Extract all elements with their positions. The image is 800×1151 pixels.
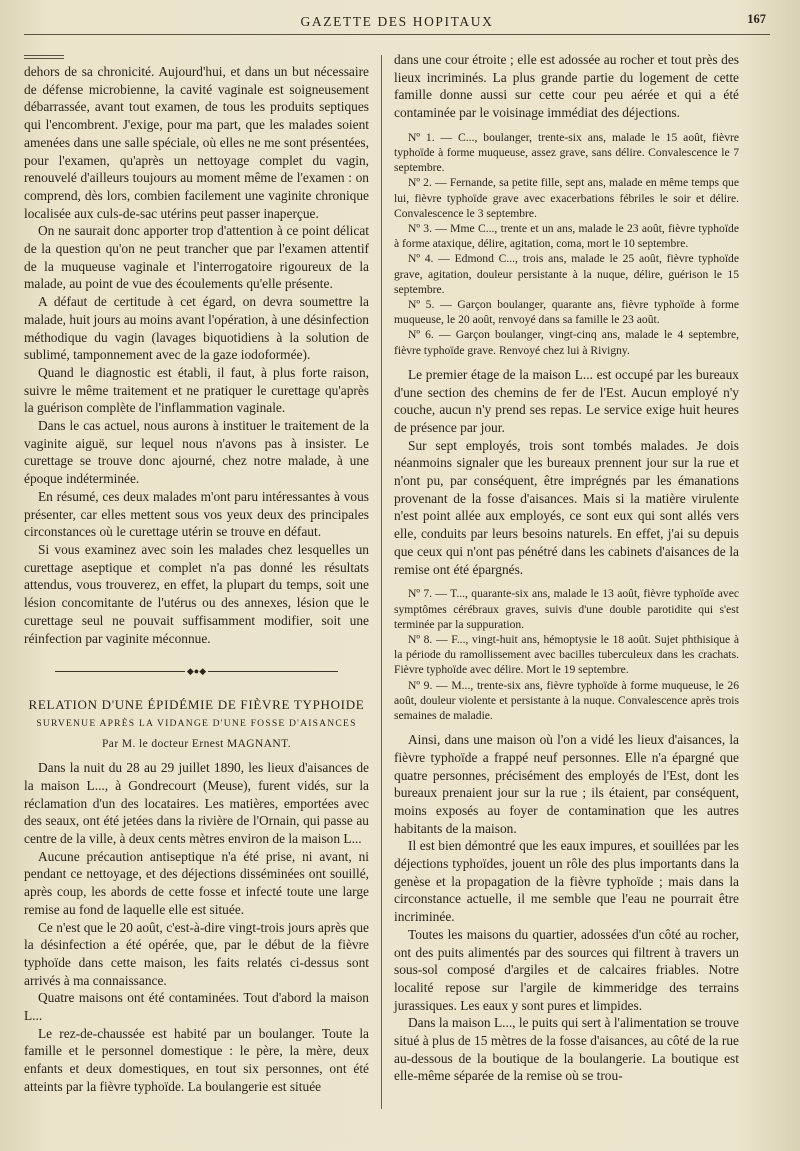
paragraph: dans une cour étroite ; elle est adossée au rocher et tout près des lieux incriminés. La plus grande partie du logement de cette famille donne aussi sur cette cour peu aérée et qui a été contaminée par le voisinage immédiat des déjections. (394, 52, 739, 121)
paragraph: Le premier étage de la maison L... est occupé par les bureaux d'une section des chemins de fer de l'Est. Aucun employé n'y couche, aucun n'y prend ses repas. Le service exige huit heures de présence par jour. (394, 366, 739, 435)
case-entry: Nº 3. — Mme C..., trente et un ans, malade le 23 août, fièvre typhoïde à forme ataxique, délire, agitation, coma, mort le 10 septembre. (394, 222, 739, 251)
case-entry: Nº 8. — F..., vingt-huit ans, hémoptysie le 18 août. Sujet phthisique à la période du ramollissement avec bacilles tuberculeux dans les crachats. Fièvre typhoïde avec délire. Mort le 19 septembre. (394, 632, 739, 677)
paragraph: Ainsi, dans une maison où l'on a vidé les lieux d'aisances, la fièvre typhoïde a frappé neuf personnes. Elle n'a épargné que quatre personnes, précisément des employés de l'Est, dont les bureaux prenaient jour sur la rue ; ils étaient, par conséquent, moins exposés au foyer de contamination que les autres habitants de la maison. (394, 732, 739, 836)
two-column-body (24, 51, 770, 1149)
case-entry: Nº 1. — C..., boulanger, trente-six ans, malade le 15 août, fièvre typhoïde à forme muqueuse, assez grave, sans délire. Convalescence le 7 septembre. (394, 130, 739, 175)
paragraph: Le rez-de-chaussée est habité par un boulanger. Toute la famille et le personnel domestique : le père, la mère, deux enfants et deux domestiques, en tout six personnes, ont été atteints par la fièvre typhoïde. La boulangerie est située (24, 1025, 369, 1094)
article-byline: Par M. le docteur Ernest MAGNANT. (102, 738, 291, 751)
running-head (24, 8, 770, 35)
paragraph: Dans le cas actuel, nous aurons à instituer le traitement de la vaginite aiguë, sur lequel nous n'avons pas à insister. Le curettage se trouve donc ajourné, chez notre malade, à une époque indéterminée. (24, 418, 369, 487)
journal-title: GAZETTE DES HOPITAUX (300, 14, 494, 29)
paragraph: Aucune précaution antiseptique n'a été prise, ni avant, ni pendant ce nettoyage, et des déjections disséminées ont souillé, après coup, les abords de cette fosse et infecté toute une large remise au fond de laquelle elle est située. (24, 848, 369, 917)
case-entry: Nº 7. — T..., quarante-six ans, malade le 13 août, fièvre typhoïde avec symptômes cérébraux graves, suivis d'une double parotidite qui s'est terminée par la suppuration. (394, 587, 739, 631)
right-column (382, 51, 739, 1149)
case-entry: Nº 9. — M..., trente-six ans, fièvre typhoïde à forme muqueuse, le 26 août, douleur violente et persistante à la nuque. Convalescence après trois semaines de maladie. (394, 678, 739, 722)
section-divider (24, 662, 369, 680)
left-column (24, 51, 381, 1149)
case-entry: Nº 4. — Edmond C..., trois ans, malade le 25 août, fièvre typhoïde grave, agitation, douleur persistante à la nuque, délire, guérison le 15 septembre. (394, 252, 739, 296)
paragraph: En résumé, ces deux malades m'ont paru intéressantes à vous présenter, car elles mettent sous vos yeux deux des principales circonstances où le curettage utérin se trouve en défaut. (24, 488, 369, 540)
article-subtitle: SURVENUE APRÈS LA VIDANGE D'UNE FOSSE D'AISANCES (36, 718, 357, 730)
article-title: RELATION D'UNE ÉPIDÉMIE DE FIÈVRE TYPHOIDE (28, 697, 365, 713)
case-entry: Nº 5. — Garçon boulanger, quarante ans, fièvre typhoïde à forme muqueuse, le 20 août, renvoyé dans sa famille le 23 août. (394, 298, 739, 327)
divider-ornament-icon: ◆●◆ (186, 666, 207, 677)
case-entry: Nº 6. — Garçon boulanger, vingt-cinq ans, malade le 4 septembre, fièvre typhoïde grave. Renvoyé chez lui à Rivigny. (394, 328, 739, 357)
paragraph: Ce n'est que le 20 août, c'est-à-dire vingt-trois jours après que la désinfection a été opérée, que, par le début de la fièvre typhoïde dans cette maison, les faits relatés ci-dessus sont arrivés à ma connaissance. (24, 919, 369, 988)
page-number: 167 (747, 12, 766, 26)
paragraph: A défaut de certitude à cet égard, on devra soumettre la malade, huit jours au moins avant l'opération, à une désinfection méthodique du vagin (lavages biquotidiens à la solution de sublimé, tamponnement avec de la gaze iodoformée). (24, 294, 369, 363)
paragraph: On ne saurait donc apporter trop d'attention à ce point délicat de la question qu'on ne peut trancher que par l'examen attentif de la muqueuse vaginale et l'interrogatoire rigoureux de la malade, au point de vue des écoulements qu'elle présente. (24, 223, 369, 292)
case-entry: Nº 2. — Fernande, sa petite fille, sept ans, malade en même temps que lui, fièvre typhoïde grave avec exacerbations fébriles le soir et délire. Convalescence le 3 septembre. (394, 176, 739, 220)
paragraph: Dans la maison L..., le puits qui sert à l'alimentation se trouve situé à plus de 15 mètres de la fosse d'aisances, au côté de la rue au-dessous de la boutique de la boulangerie. La boutique est elle-même séparée de la remise où se trou- (394, 1015, 739, 1084)
paragraph: Si vous examinez avec soin les malades chez lesquelles un curettage aseptique et complet n'a pas donné les résultats attendus, vous trouverez, en effet, la plupart du temps, soit une lésion concomitante de l'utérus ou des annexes, lésion que le curettage seul ne pouvait suffisamment modifier, soit une réinfection par vaginite méconnue. (24, 541, 369, 646)
paragraph: Quatre maisons ont été contaminées. Tout d'abord la maison L... (24, 990, 369, 1024)
divider-line (208, 671, 338, 672)
paragraph: Il est bien démontré que les eaux impures, et souillées par les déjections typhoïdes, jouent un rôle des plus importants dans la genèse et la propagation de la fièvre typhoïde ; mais dans la circonstance actuelle, il me semble que l'eau ne pourrait être incriminée. (394, 838, 739, 925)
paragraph: Toutes les maisons du quartier, adossées d'un côté au rocher, ont des puits alimentés par des sources qui filtrent à travers un sous-sol composé d'argiles et de calcaires friables. Notre localité repose sur l'argile de kimmeridge des terrains jurassiques. Les eaux y sont pures et limpides. (394, 926, 739, 1013)
divider-line (55, 671, 185, 672)
paragraph: dehors de sa chronicité. Aujourd'hui, et dans un but nécessaire de défense microbienne, la cavité vaginale est soigneusement débarrassée, avant tout examen, de tous les produits septiques qui l'encombrent. J'exige, pour ma part, que les malades soient amenées dans une salle spéciale, où elles ne me sont présentées, pour l'examen, qu'après un nettoyage complet du vagin, renouvelé d'ailleurs toujours au moment même de l'examen : on comprend, dès lors, combien facilement une vaginite chronique localisée aux culs-de-sac utérins peut passer inaperçue. (24, 64, 369, 221)
paragraph: Dans la nuit du 28 au 29 juillet 1890, les lieux d'aisances de la maison L..., à Gondrecourt (Meuse), furent vidés, sur la réclamation d'un des locataires. Les matières, emportées avec des seaux, ont été jetées dans la rivière de l'Ornain, qui passe au centre de la ville, à deux cents mètres environ de la maison L... (24, 760, 369, 847)
top-left-rule (24, 55, 64, 59)
paragraph: Sur sept employés, trois sont tombés malades. Je dois néanmoins signaler que les bureaux prennent jour sur la rue et n'ont pu, par conséquent, être imprégnés par les émanations provenant de la fosse d'aisances. Mais si la matière virulente n'est point allée aux employés, ce sont eux qui sont allés vers elle, conduits par leurs besoins naturels. En effet, j'ai su depuis que ceux qui n'ont pas pénétré dans les cabinets d'aisances de la remise ont été épargnés. (394, 437, 739, 577)
paragraph: Quand le diagnostic est établi, il faut, à plus forte raison, suivre le même traitement et ne pratiquer le curettage qu'après la guérison complète de l'inflammation vaginale. (24, 364, 369, 416)
